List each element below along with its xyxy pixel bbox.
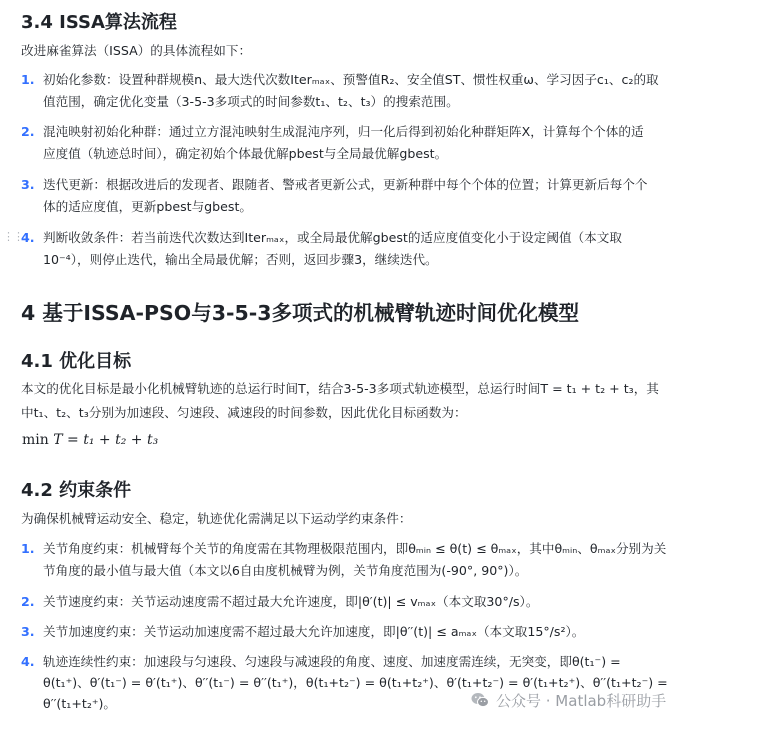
drag-handle-icon[interactable]: ⋮⋮ <box>3 230 23 243</box>
list-item-line: 迭代更新：根据改进后的发现者、跟随者、警戒者更新公式，更新种群中每个个体的位置；计算更新后每个个 <box>43 177 648 192</box>
section-3-4-intro: 改进麻雀算法（ISSA）的具体流程如下： <box>21 43 252 58</box>
list-number: 3. <box>21 177 35 192</box>
objective-formula <box>22 432 158 448</box>
section-4-2-intro: 为确保机械臂运动安全、稳定，轨迹优化需满足以下运动学约束条件： <box>21 511 412 526</box>
section-4-1-heading: 4.1 优化目标 <box>21 351 132 372</box>
list-item-line: 节角度的最小值与最大值（本文以6自由度机械臂为例，关节角度范围为(-90°, 90°)）。 <box>43 563 528 578</box>
list-number: 2. <box>21 594 35 609</box>
formula-expression: T = t₁ + t₂ + t₃ <box>53 432 159 448</box>
list-number: 3. <box>21 624 35 639</box>
list-number: 4. <box>21 230 35 245</box>
watermark <box>470 689 666 711</box>
list-item-line: θ′′(t₁+t₂⁺)。 <box>43 696 117 711</box>
section-4-1-para-line: 本文的优化目标是最小化机械臂轨迹的总运行时间T，结合3-5-3多项式轨迹模型，总运行时间T = t₁ + t₂ + t₃，其 <box>21 381 659 396</box>
list-number: 1. <box>21 72 35 87</box>
list-item-line: 初始化参数：设置种群规模n、最大迭代次数Iterₘₐₓ、预警值R₂、安全值ST、惯性权重ω、学习因子c₁、c₂的取 <box>43 72 659 87</box>
section-4-heading: 4 基于ISSA-PSO与3-5-3多项式的机械臂轨迹时间优化模型 <box>21 301 580 325</box>
formula-operator: min <box>22 432 49 448</box>
list-number: 1. <box>21 541 35 556</box>
section-4-2-heading: 4.2 约束条件 <box>21 480 132 501</box>
list-item-line: 关节加速度约束：关节运动加速度需不超过最大允许加速度，即|θ′′(t)| ≤ aₘₐₓ（本文取15°/s²）。 <box>43 624 585 639</box>
list-item-line: 轨迹连续性约束：加速段与匀速段、匀速段与减速段的角度、速度、加速度需连续，无突变，即θ(t₁⁻) = <box>43 654 621 669</box>
list-item-line: θ(t₁⁺)、θ′(t₁⁻) = θ′(t₁⁺)、θ′′(t₁⁻) = θ′′(t₁⁺)，θ(t₁+t₂⁻) = θ(t₁+t₂⁺)、θ′(t₁+t₂⁻) = θ′(t₁+t₂⁺)、θ′′(t₁+t₂⁻) = <box>43 675 668 690</box>
watermark-text: 公众号 · Matlab科研助手 <box>496 691 667 710</box>
list-number: 4. <box>21 654 35 669</box>
list-item-line: 值范围，确定优化变量（3-5-3多项式的时间参数t₁、t₂、t₃）的搜索范围。 <box>43 94 459 109</box>
section-4-1-para-line: 中t₁、t₂、t₃分别为加速段、匀速段、减速段的时间参数，因此优化目标函数为： <box>21 405 467 420</box>
wechat-icon <box>470 690 490 710</box>
list-item-line: 体的适应度值，更新pbest与gbest。 <box>43 199 253 214</box>
list-item-line: 10⁻⁴），则停止迭代，输出全局最优解；否则，返回步骤3，继续迭代。 <box>43 252 438 267</box>
list-item-line: 混沌映射初始化种群：通过立方混沌映射生成混沌序列，归一化后得到初始化种群矩阵X，计算每个个体的适 <box>43 124 644 139</box>
list-item-line: 应度值（轨迹总时间），确定初始个体最优解pbest与全局最优解gbest。 <box>43 146 448 161</box>
list-item-line: 判断收敛条件：若当前迭代次数达到Iterₘₐₓ，或全局最优解gbest的适应度值变化小于设定阈值（本文取 <box>43 230 622 245</box>
list-item-line: 关节速度约束：关节运动速度需不超过最大允许速度，即|θ′(t)| ≤ vₘₐₓ（本文取30°/s）。 <box>43 594 539 609</box>
list-item-line: 关节角度约束：机械臂每个关节的角度需在其物理极限范围内，即θₘᵢₙ ≤ θ(t) ≤ θₘₐₓ，其中θₘᵢₙ、θₘₐₓ分别为关 <box>43 541 667 556</box>
list-number: 2. <box>21 124 35 139</box>
section-3-4-heading: 3.4 ISSA算法流程 <box>21 12 177 33</box>
